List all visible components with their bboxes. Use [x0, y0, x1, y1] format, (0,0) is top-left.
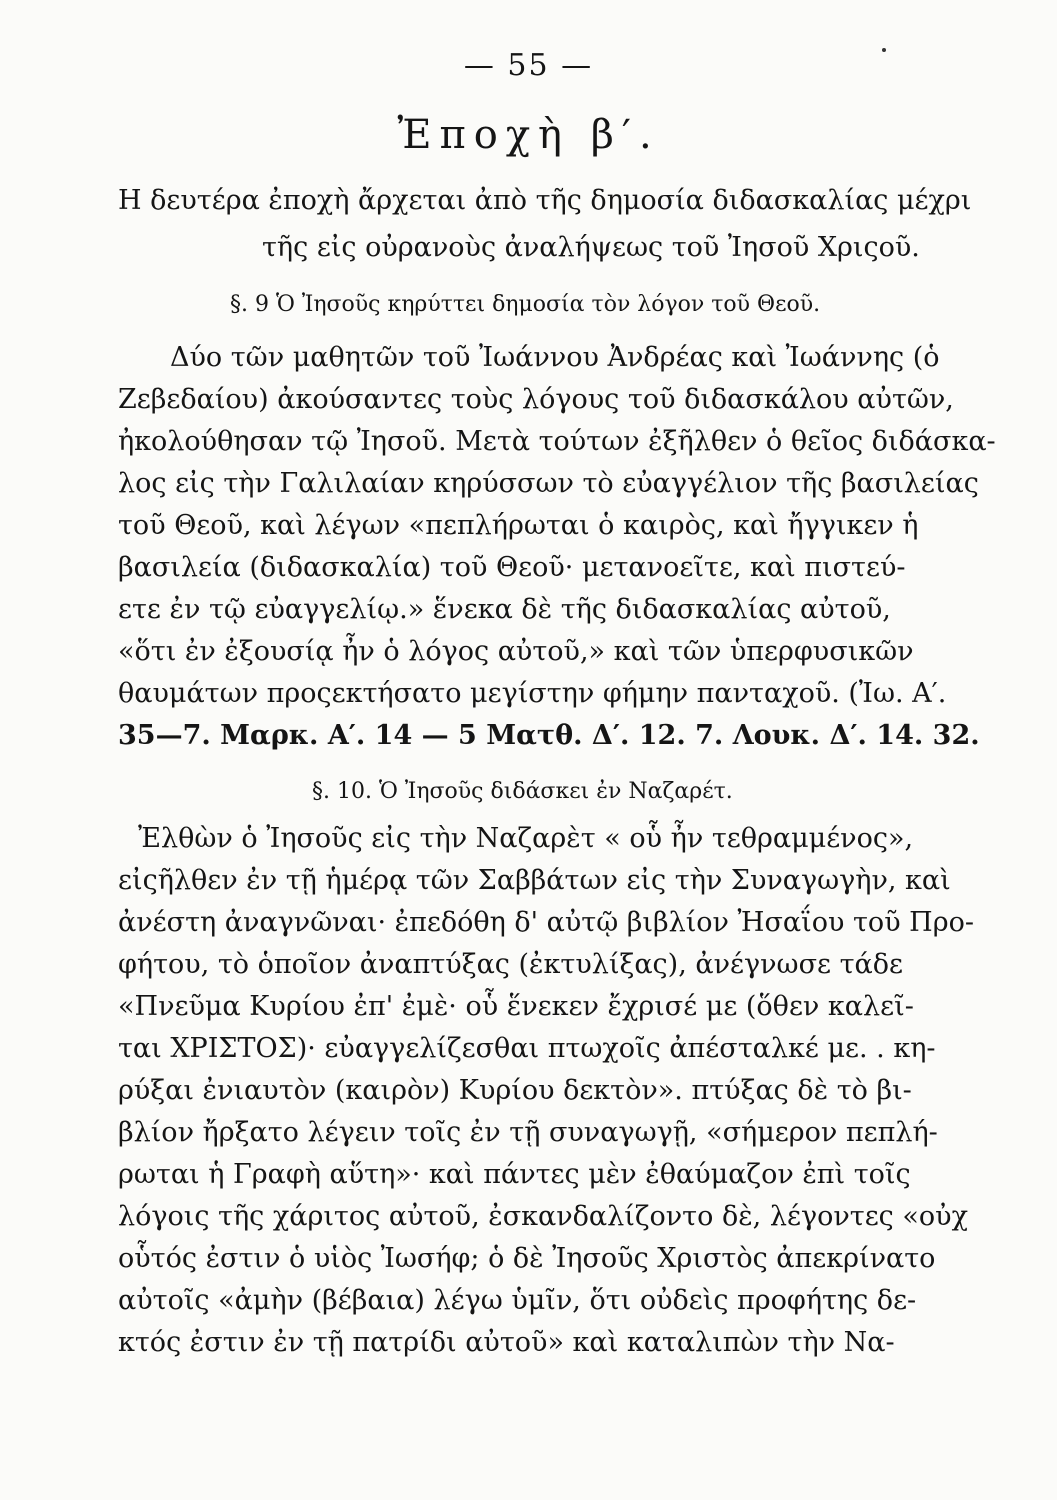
text-line: 35—7. Μαρκ. Α′. 14 — 5 Ματθ. Δ′. 12. 7. Λουκ. Δ′. 14. 32.: [118, 720, 980, 751]
text-line: Δύο τῶν μαθητῶν τοῦ Ἰωάννου Ἀνδρέας καὶ Ἰωάννης (ὁ: [170, 342, 940, 373]
text-line: τῆς εἰς οὐρανοὺς ἀναλήψεως τοῦ Ἰησοῦ Χριςοῦ.: [262, 232, 920, 263]
text-line: αὐτοῖς «ἀμὴν (βέβαια) λέγω ὑμῖν, ὅτι οὐδεὶς προφήτης δε-: [118, 1285, 917, 1316]
text-line: ἠκολούθησαν τῷ Ἰησοῦ. Μετὰ τούτων ἐξῆλθεν ὁ θεῖος διδάσκα-: [118, 426, 996, 457]
text-line: «Πνεῦμα Κυρίου ἐπ' ἐμὲ· οὗ ἕνεκεν ἔχρισέ με (ὅθεν καλεῖ-: [118, 991, 914, 1022]
text-line: οὗτός ἐστιν ὁ υἱὸς Ἰωσήφ; ὁ δὲ Ἰησοῦς Χριστὸς ἀπεκρίνατο: [118, 1243, 936, 1274]
section-heading: §. 9 Ὁ Ἰησοῦς κηρύττει δημοσία τὸν λόγον τοῦ Θεοῦ.: [230, 292, 821, 317]
text-line: ρωται ἡ Γραφὴ αὕτη»· καὶ πάντες μὲν ἐθαύμαζον ἐπὶ τοῖς: [118, 1159, 911, 1190]
text-line: ετε ἐν τῷ εὐαγγελίῳ.» ἕνεκα δὲ τῆς διδασκαλίας αὐτοῦ,: [118, 594, 891, 625]
text-line: εἰςῆλθεν ἐν τῇ ἡμέρᾳ τῶν Σαββάτων εἰς τὴν Συναγωγὴν, καὶ: [118, 865, 951, 896]
text-line: ται ΧΡΙΣΤΟΣ)· εὐαγγελίζεσθαι πτωχοῖς ἀπέσταλκέ με. . κη-: [118, 1033, 936, 1064]
text-line: Ζεβεδαίου) ἀκούσαντες τοὺς λόγους τοῦ διδασκάλου αὐτῶν,: [118, 384, 954, 415]
text-line: Η δευτέρα ἐποχὴ ἄρχεται ἀπὸ τῆς δημοσία διδασκαλίας μέχρι: [118, 185, 972, 216]
text-line: βασιλεία (διδασκαλία) τοῦ Θεοῦ· μετανοεῖτε, καὶ πιστεύ-: [118, 552, 906, 583]
section-heading: §. 10. Ὁ Ἰησοῦς διδάσκει ἐν Ναζαρέτ.: [312, 779, 733, 804]
text-line: βλίον ἤρξατο λέγειν τοῖς ἐν τῇ συναγωγῇ, «σήμερον πεπλή-: [118, 1117, 938, 1148]
text-line: «ὅτι ἐν ἐξουσίᾳ ἦν ὁ λόγος αὐτοῦ,» καὶ τῶν ὑπερφυσικῶν: [118, 636, 914, 667]
text-line: ρύξαι ἐνιαυτὸν (καιρὸν) Κυρίου δεκτὸν». πτύξας δὲ τὸ βι-: [118, 1075, 912, 1106]
text-line: λος εἰς τὴν Γαλιλαίαν κηρύσσων τὸ εὐαγγέλιον τῆς βασιλείας: [118, 468, 979, 499]
text-line: φήτου, τὸ ὁποῖον ἀναπτύξας (ἐκτυλίξας), ἀνέγνωσε τάδε: [118, 949, 903, 980]
text-line: κτός ἐστιν ἐν τῇ πατρίδι αὐτοῦ» καὶ καταλιπὼν τὴν Να-: [118, 1327, 895, 1358]
text-line: ἀνέστη ἀναγνῶναι· ἐπεδόθη δ' αὐτῷ βιβλίον Ἠσαΐου τοῦ Προ-: [118, 907, 974, 938]
page-number: — 55 —: [463, 48, 594, 83]
text-line: τοῦ Θεοῦ, καὶ λέγων «πεπλήρωται ὁ καιρὸς, καὶ ἤγγικεν ἡ: [118, 510, 919, 541]
text-line: Ἐλθὼν ὁ Ἰησοῦς εἰς τὴν Ναζαρὲτ « οὗ ἦν τεθραμμένος»,: [138, 823, 914, 854]
text-line: λόγοις τῆς χάριτος αὐτοῦ, ἐσκανδαλίζοντο δὲ, λέγοντες «οὐχ: [118, 1201, 968, 1232]
chapter-title: Ἐποχὴ β′.: [397, 112, 660, 158]
text-line: θαυμάτων προςεκτήσατο μεγίστην φήμην πανταχοῦ. (Ἰω. Α′.: [118, 678, 947, 709]
ink-speck: [882, 48, 886, 52]
